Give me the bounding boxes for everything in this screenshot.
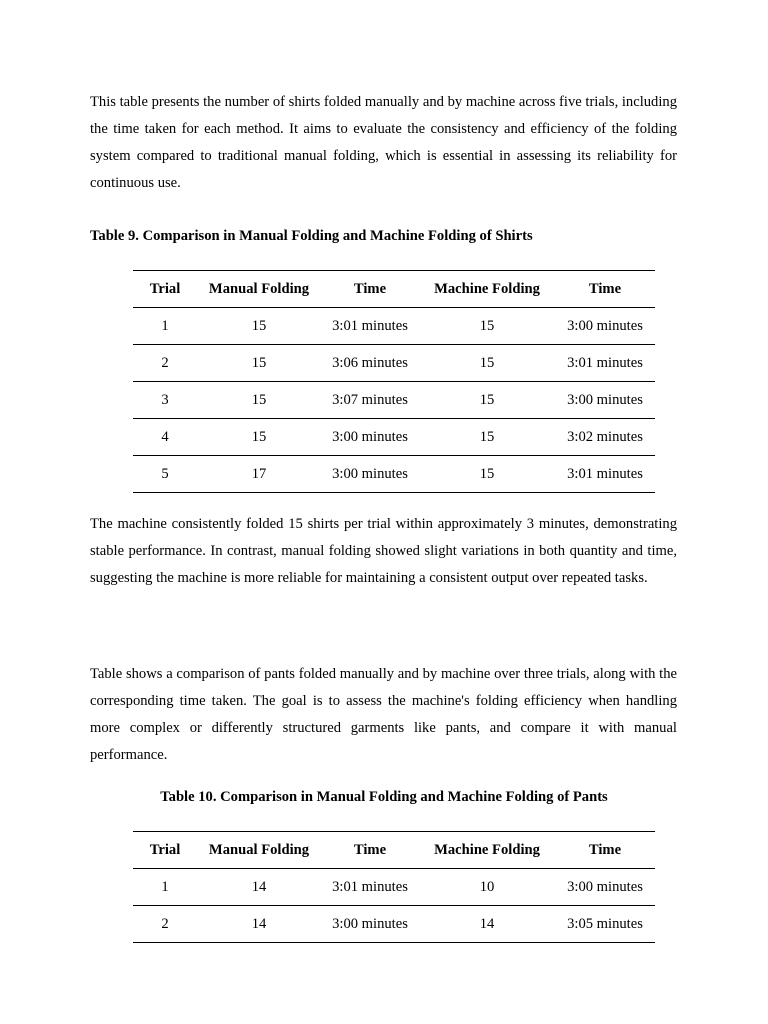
cell-manual-count: 14: [197, 906, 321, 943]
cell-machine-count: 15: [419, 456, 555, 493]
column-header-manual-time: Time: [321, 832, 419, 869]
table-row: [133, 869, 655, 906]
cell-manual-time: 3:01 minutes: [321, 869, 419, 906]
cell-machine-time: 3:01 minutes: [555, 456, 655, 493]
cell-machine-count: 15: [419, 419, 555, 456]
table-row: [133, 456, 655, 493]
cell-trial: 1: [133, 869, 197, 906]
cell-trial: 2: [133, 345, 197, 382]
cell-trial: 2: [133, 906, 197, 943]
column-header-machine-folding: Machine Folding: [419, 271, 555, 308]
cell-machine-time: 3:00 minutes: [555, 308, 655, 345]
column-header-machine-time: Time: [555, 271, 655, 308]
cell-trial: 1: [133, 308, 197, 345]
cell-manual-count: 14: [197, 869, 321, 906]
cell-trial: 5: [133, 456, 197, 493]
column-header-trial: Trial: [133, 271, 197, 308]
table-row: [133, 906, 655, 943]
column-header-trial: Trial: [133, 832, 197, 869]
table10-caption: Table 10. Comparison in Manual Folding and Machine Folding of Pants: [160, 789, 608, 805]
cell-manual-count: 15: [197, 419, 321, 456]
cell-trial: 3: [133, 382, 197, 419]
table-row: [133, 382, 655, 419]
column-header-manual-folding: Manual Folding: [197, 271, 321, 308]
cell-machine-count: 14: [419, 906, 555, 943]
table9-shirts: [133, 270, 655, 493]
cell-manual-time: 3:00 minutes: [321, 419, 419, 456]
table-row: [133, 345, 655, 382]
cell-machine-time: 3:01 minutes: [555, 345, 655, 382]
pants-intro-paragraph: Table shows a comparison of pants folded manually and by machine over three trials, along with the corresponding time taken. The goal is to assess the machine's folding efficiency when handling more complex or differently structured garments like pants, and compare it with manual performance.: [90, 666, 677, 763]
table-header-row: [133, 832, 655, 869]
cell-manual-time: 3:00 minutes: [321, 456, 419, 493]
cell-machine-time: 3:00 minutes: [555, 869, 655, 906]
cell-manual-count: 15: [197, 308, 321, 345]
table10-pants: [133, 831, 655, 943]
table-header-row: [133, 271, 655, 308]
cell-manual-time: 3:06 minutes: [321, 345, 419, 382]
cell-trial: 4: [133, 419, 197, 456]
cell-manual-count: 17: [197, 456, 321, 493]
cell-manual-count: 15: [197, 345, 321, 382]
table9-caption: Table 9. Comparison in Manual Folding and Machine Folding of Shirts: [90, 228, 533, 244]
table-row: [133, 419, 655, 456]
table-row: [133, 308, 655, 345]
column-header-machine-time: Time: [555, 832, 655, 869]
cell-machine-count: 15: [419, 382, 555, 419]
cell-manual-count: 15: [197, 382, 321, 419]
cell-manual-time: 3:07 minutes: [321, 382, 419, 419]
column-header-machine-folding: Machine Folding: [419, 832, 555, 869]
cell-machine-time: 3:00 minutes: [555, 382, 655, 419]
cell-machine-time: 3:02 minutes: [555, 419, 655, 456]
shirts-discussion-paragraph: The machine consistently folded 15 shirts per trial within approximately 3 minutes, demonstrating stable performance. In contrast, manual folding showed slight variations in both quantity and time, suggesting the machine is more reliable for maintaining a consistent output over repeated tasks.: [90, 516, 677, 586]
cell-manual-time: 3:01 minutes: [321, 308, 419, 345]
cell-machine-count: 15: [419, 308, 555, 345]
column-header-manual-time: Time: [321, 271, 419, 308]
cell-machine-count: 10: [419, 869, 555, 906]
cell-manual-time: 3:00 minutes: [321, 906, 419, 943]
column-header-manual-folding: Manual Folding: [197, 832, 321, 869]
cell-machine-count: 15: [419, 345, 555, 382]
intro-paragraph: This table presents the number of shirts folded manually and by machine across five trials, including the time taken for each method. It aims to evaluate the consistency and efficiency of the folding system compared to traditional manual folding, which is essential in assessing its reliability for continuous use.: [90, 94, 677, 191]
cell-machine-time: 3:05 minutes: [555, 906, 655, 943]
